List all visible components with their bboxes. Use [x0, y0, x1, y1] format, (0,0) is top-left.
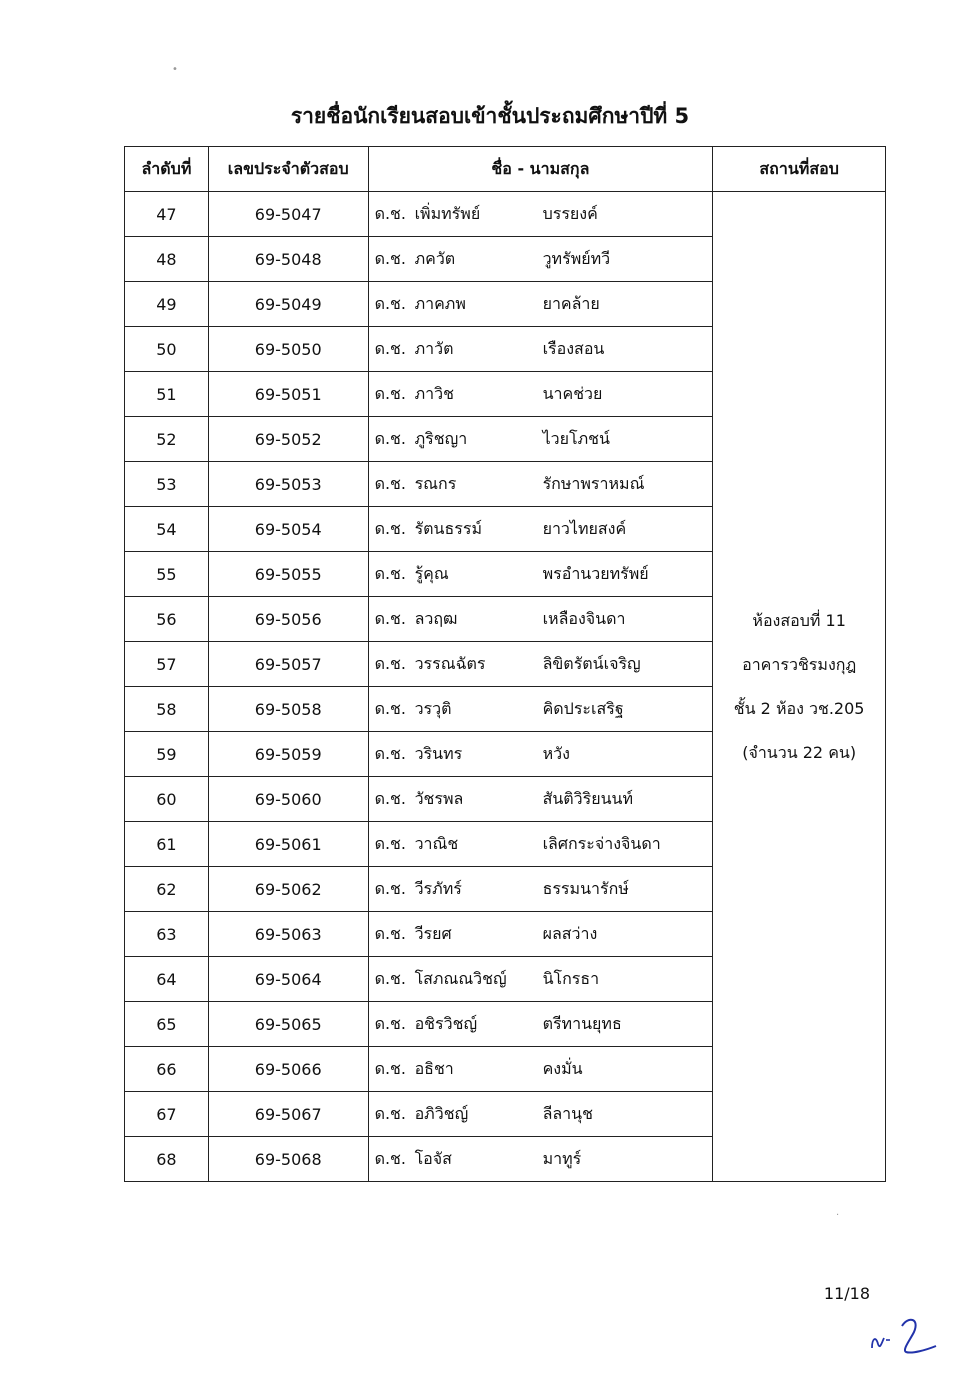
name-prefix: ด.ช. [374, 608, 406, 628]
last-name: บรรยงค์ [542, 203, 598, 223]
cell-no: 58 [125, 687, 209, 732]
cell-exam-id: 69-5048 [208, 237, 368, 282]
name-prefix: ด.ช. [374, 1058, 406, 1078]
cell-no: 66 [125, 1047, 209, 1092]
cell-name [368, 327, 713, 372]
name-prefix: ด.ช. [374, 293, 406, 313]
cell-no: 68 [125, 1137, 209, 1182]
location-count: (จำนวน 22 คน) [742, 742, 857, 762]
first-name: วรวุติ [414, 698, 452, 718]
last-name: ยาวไทยสงค์ [542, 518, 627, 538]
first-name: รัตนธรรม์ [414, 518, 482, 538]
cell-exam-id: 69-5064 [208, 957, 368, 1002]
cell-exam-id: 69-5058 [208, 687, 368, 732]
first-name: ลวฤฒ [414, 608, 458, 628]
first-name: รู้คุณ [414, 563, 449, 583]
first-name: วีรภัทร์ [414, 878, 462, 898]
cell-name [368, 237, 713, 282]
cell-no: 47 [125, 192, 209, 237]
first-name: เพิ่มทรัพย์ [414, 203, 481, 223]
last-name: ยาคล้าย [542, 293, 600, 313]
cell-name [368, 417, 713, 462]
table-header-row [125, 147, 886, 192]
cell-no: 60 [125, 777, 209, 822]
name-prefix: ด.ช. [374, 833, 406, 853]
name-prefix: ด.ช. [374, 743, 406, 763]
cell-exam-id: 69-5065 [208, 1002, 368, 1047]
cell-name [368, 282, 713, 327]
cell-no: 48 [125, 237, 209, 282]
cell-exam-id: 69-5051 [208, 372, 368, 417]
cell-name [368, 372, 713, 417]
cell-exam-id: 69-5057 [208, 642, 368, 687]
cell-exam-id: 69-5060 [208, 777, 368, 822]
cell-no: 59 [125, 732, 209, 777]
name-prefix: ด.ช. [374, 788, 406, 808]
scan-speck: · [836, 1210, 840, 1221]
first-name: วรรณฉัตร [414, 653, 486, 673]
cell-no: 53 [125, 462, 209, 507]
name-prefix: ด.ช. [374, 428, 406, 448]
name-prefix: ด.ช. [374, 563, 406, 583]
cell-no: 54 [125, 507, 209, 552]
cell-exam-id: 69-5063 [208, 912, 368, 957]
cell-no: 65 [125, 1002, 209, 1047]
last-name: รักษาพราหมณ์ [542, 473, 645, 493]
cell-exam-id: 69-5055 [208, 552, 368, 597]
location-floor-room: ชั้น 2 ห้อง วช.205 [733, 698, 865, 718]
cell-exam-id: 69-5052 [208, 417, 368, 462]
name-prefix: ด.ช. [374, 338, 406, 358]
cell-name [368, 1092, 713, 1137]
handwritten-initials-mark [866, 1310, 942, 1360]
last-name: มาทูร์ [542, 1148, 582, 1168]
cell-exam-id: 69-5066 [208, 1047, 368, 1092]
cell-name [368, 507, 713, 552]
name-prefix: ด.ช. [374, 698, 406, 718]
cell-no: 52 [125, 417, 209, 462]
cell-no: 62 [125, 867, 209, 912]
header-exam-id: เลขประจำตัวสอบ [208, 147, 368, 192]
location-room: ห้องสอบที่ 11 [752, 610, 846, 630]
name-prefix: ด.ช. [374, 878, 406, 898]
name-prefix: ด.ช. [374, 383, 406, 403]
first-name: ภาวัต [414, 338, 454, 358]
cell-exam-id: 69-5050 [208, 327, 368, 372]
first-name: อชิรวิชญ์ [414, 1013, 478, 1033]
first-name: ภควัต [414, 248, 456, 268]
cell-exam-id: 69-5053 [208, 462, 368, 507]
first-name: วาณิช [414, 833, 459, 853]
first-name: ภาคภพ [414, 293, 466, 313]
header-name: ชื่อ - นามสกุล [368, 147, 713, 192]
name-prefix: ด.ช. [374, 473, 406, 493]
last-name: ลิขิตรัตน์เจริญ [542, 653, 641, 673]
cell-no: 67 [125, 1092, 209, 1137]
name-prefix: ด.ช. [374, 968, 406, 988]
last-name: หวัง [542, 743, 570, 763]
first-name: โสภณณวิชญ์ [414, 968, 507, 988]
cell-name [368, 1002, 713, 1047]
header-location: สถานที่สอบ [713, 147, 886, 192]
cell-exam-id: 69-5061 [208, 822, 368, 867]
table-body [125, 192, 886, 1182]
cell-name [368, 732, 713, 777]
name-prefix: ด.ช. [374, 248, 406, 268]
cell-name [368, 957, 713, 1002]
first-name: อภิวิชญ์ [414, 1103, 469, 1123]
first-name: ภูริชญา [414, 428, 468, 448]
cell-name [368, 912, 713, 957]
cell-no: 61 [125, 822, 209, 867]
last-name: นิโกรธา [542, 968, 600, 988]
student-roster-table [124, 146, 886, 1182]
cell-exam-id: 69-5068 [208, 1137, 368, 1182]
cell-name [368, 1047, 713, 1092]
last-name: เหลืองจินดา [542, 608, 626, 628]
cell-no: 49 [125, 282, 209, 327]
name-prefix: ด.ช. [374, 653, 406, 673]
header-no: ลำดับที่ [125, 147, 209, 192]
cell-name [368, 552, 713, 597]
name-prefix: ด.ช. [374, 203, 406, 223]
cell-name [368, 642, 713, 687]
cell-name [368, 462, 713, 507]
last-name: คงมั่น [542, 1058, 583, 1078]
cell-exam-id: 69-5056 [208, 597, 368, 642]
cell-name [368, 1137, 713, 1182]
last-name: สันติวิริยนนท์ [542, 788, 634, 808]
name-prefix: ด.ช. [374, 1013, 406, 1033]
location-building: อาคารวชิรมงกุฎ [742, 654, 857, 674]
cell-name [368, 687, 713, 732]
cell-exam-id: 69-5067 [208, 1092, 368, 1137]
cell-name [368, 777, 713, 822]
page-title: รายชื่อนักเรียนสอบเข้าชั้นประถมศึกษาปีที่ 5 [290, 104, 690, 128]
first-name: วีรยศ [414, 923, 452, 943]
first-name: อธิชา [414, 1058, 454, 1078]
cell-name [368, 192, 713, 237]
cell-no: 63 [125, 912, 209, 957]
last-name: พรอำนวยทรัพย์ [542, 563, 649, 583]
last-name: นาคช่วย [542, 383, 603, 403]
last-name: เลิศกระจ่างจินดา [542, 833, 661, 853]
first-name: ภาวิช [414, 383, 454, 403]
cell-exam-id: 69-5059 [208, 732, 368, 777]
last-name: วูทรัพย์ทวี [542, 248, 611, 268]
last-name: ตรีทานยุทธ [542, 1013, 622, 1033]
last-name: เรืองสอน [542, 338, 605, 358]
first-name: รณกร [414, 473, 457, 493]
cell-no: 55 [125, 552, 209, 597]
first-name: วัชรพล [414, 788, 464, 808]
last-name: คิดประเสริฐ [542, 698, 624, 718]
scan-speck: • [172, 64, 178, 75]
cell-name [368, 867, 713, 912]
name-prefix: ด.ช. [374, 1148, 406, 1168]
last-name: ไวยโภชน์ [542, 428, 610, 448]
table-row [125, 192, 886, 237]
exam-location-cell [713, 192, 886, 1182]
name-prefix: ด.ช. [374, 1103, 406, 1123]
cell-name [368, 597, 713, 642]
cell-no: 51 [125, 372, 209, 417]
cell-exam-id: 69-5054 [208, 507, 368, 552]
cell-no: 57 [125, 642, 209, 687]
cell-name [368, 822, 713, 867]
cell-exam-id: 69-5047 [208, 192, 368, 237]
cell-no: 50 [125, 327, 209, 372]
cell-exam-id: 69-5062 [208, 867, 368, 912]
cell-no: 64 [125, 957, 209, 1002]
first-name: โอจัส [414, 1148, 452, 1168]
cell-no: 56 [125, 597, 209, 642]
last-name: ผลสว่าง [542, 923, 598, 943]
cell-exam-id: 69-5049 [208, 282, 368, 327]
last-name: ธรรมนารักษ์ [542, 878, 629, 898]
first-name: วรินทร [414, 743, 463, 763]
name-prefix: ด.ช. [374, 923, 406, 943]
name-prefix: ด.ช. [374, 518, 406, 538]
page-number: 11/18 [823, 1284, 870, 1303]
last-name: ลีลานุช [542, 1103, 593, 1123]
